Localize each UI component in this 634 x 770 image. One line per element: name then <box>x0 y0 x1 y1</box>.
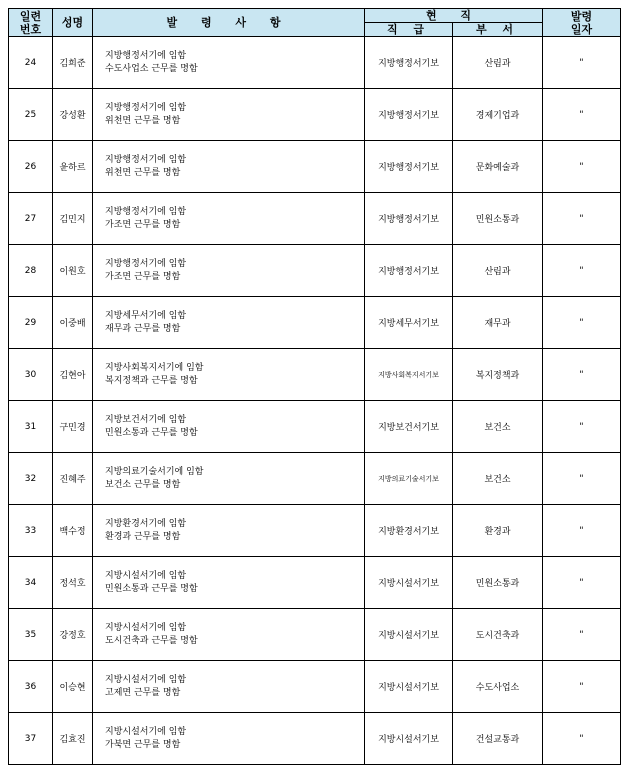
header-serial-top: 일련 <box>19 9 42 23</box>
appointment-table <box>8 8 621 765</box>
cell-dept: 산림과 <box>453 245 543 297</box>
cell-dept: 민원소통과 <box>453 557 543 609</box>
cell-name: 김희준 <box>53 37 93 89</box>
cell-rank: 지방의료기술서기보 <box>365 453 453 505</box>
cell-serial: 30 <box>9 349 53 401</box>
cell-name: 구민경 <box>53 401 93 453</box>
cell-date: " <box>543 505 621 557</box>
order-line-2: 민원소통과 근무를 명함 <box>105 427 198 438</box>
table-row <box>9 609 621 661</box>
cell-dept: 수도사업소 <box>453 661 543 713</box>
cell-serial: 37 <box>9 713 53 765</box>
order-line-1: 지방행정서기에 임함 <box>105 102 187 113</box>
cell-serial: 25 <box>9 89 53 141</box>
header-row-top <box>9 9 621 23</box>
cell-dept: 민원소통과 <box>453 193 543 245</box>
cell-serial: 29 <box>9 297 53 349</box>
order-line-1: 지방사회복지서기에 임함 <box>105 362 204 373</box>
cell-serial: 24 <box>9 37 53 89</box>
cell-date: " <box>543 661 621 713</box>
cell-order <box>93 297 365 349</box>
header-date-bottom: 일자 <box>570 22 593 36</box>
cell-date: " <box>543 37 621 89</box>
table-body <box>9 37 621 765</box>
cell-name: 윤하르 <box>53 141 93 193</box>
cell-serial: 27 <box>9 193 53 245</box>
cell-date: " <box>543 453 621 505</box>
cell-rank: 지방행정서기보 <box>365 245 453 297</box>
cell-rank: 지방행정서기보 <box>365 37 453 89</box>
cell-name: 이중배 <box>53 297 93 349</box>
cell-rank: 지방환경서기보 <box>365 505 453 557</box>
cell-date: " <box>543 193 621 245</box>
cell-rank: 지방행정서기보 <box>365 193 453 245</box>
order-line-2: 민원소통과 근무를 명함 <box>105 583 198 594</box>
order-line-2: 재무과 근무를 명함 <box>105 323 181 334</box>
order-line-2: 수도사업소 근무를 명함 <box>105 63 198 74</box>
cell-dept: 보건소 <box>453 453 543 505</box>
table-row <box>9 505 621 557</box>
cell-order <box>93 37 365 89</box>
table-row <box>9 193 621 245</box>
cell-dept: 도시건축과 <box>453 609 543 661</box>
order-line-2: 보건소 근무를 명함 <box>105 479 181 490</box>
cell-serial: 32 <box>9 453 53 505</box>
cell-name: 김효진 <box>53 713 93 765</box>
header-current: 현 직 <box>365 9 543 23</box>
header-date-top: 발령 <box>570 9 593 23</box>
cell-rank: 지방시설서기보 <box>365 609 453 661</box>
cell-name: 김현아 <box>53 349 93 401</box>
header-rank: 직 급 <box>365 23 453 37</box>
cell-serial: 36 <box>9 661 53 713</box>
table-row <box>9 401 621 453</box>
cell-date: " <box>543 297 621 349</box>
table-row <box>9 661 621 713</box>
cell-order <box>93 713 365 765</box>
order-line-1: 지방행정서기에 임함 <box>105 154 187 165</box>
cell-name: 진혜주 <box>53 453 93 505</box>
order-line-1: 지방행정서기에 임함 <box>105 258 187 269</box>
cell-serial: 34 <box>9 557 53 609</box>
order-line-1: 지방시설서기에 임함 <box>105 622 187 633</box>
cell-order <box>93 245 365 297</box>
order-line-1: 지방행정서기에 임함 <box>105 206 187 217</box>
order-line-2: 가조면 근무를 명함 <box>105 219 181 230</box>
cell-date: " <box>543 245 621 297</box>
header-serial-bottom: 번호 <box>19 22 42 36</box>
cell-order <box>93 193 365 245</box>
cell-rank: 지방보건서기보 <box>365 401 453 453</box>
appointment-table-wrapper <box>8 8 621 765</box>
cell-dept: 경제기업과 <box>453 89 543 141</box>
cell-date: " <box>543 89 621 141</box>
order-line-2: 가조면 근무를 명함 <box>105 271 181 282</box>
cell-date: " <box>543 401 621 453</box>
table-row <box>9 453 621 505</box>
cell-rank: 지방시설서기보 <box>365 661 453 713</box>
cell-dept: 산림과 <box>453 37 543 89</box>
cell-date: " <box>543 713 621 765</box>
cell-rank: 지방세무서기보 <box>365 297 453 349</box>
header-serial <box>9 9 53 37</box>
cell-dept: 환경과 <box>453 505 543 557</box>
cell-name: 이원호 <box>53 245 93 297</box>
cell-dept: 복지정책과 <box>453 349 543 401</box>
cell-order <box>93 557 365 609</box>
table-row <box>9 37 621 89</box>
cell-name: 정석호 <box>53 557 93 609</box>
cell-name: 김민지 <box>53 193 93 245</box>
order-line-2: 복지정책과 근무를 명함 <box>105 375 198 386</box>
order-line-1: 지방시설서기에 임함 <box>105 674 187 685</box>
cell-name: 이승현 <box>53 661 93 713</box>
cell-date: " <box>543 141 621 193</box>
cell-dept: 재무과 <box>453 297 543 349</box>
cell-serial: 35 <box>9 609 53 661</box>
cell-order <box>93 453 365 505</box>
table-row <box>9 245 621 297</box>
cell-serial: 33 <box>9 505 53 557</box>
order-line-1: 지방보건서기에 임함 <box>105 414 187 425</box>
cell-serial: 31 <box>9 401 53 453</box>
cell-rank: 지방행정서기보 <box>365 89 453 141</box>
cell-order <box>93 609 365 661</box>
order-line-1: 지방시설서기에 임함 <box>105 570 187 581</box>
cell-order <box>93 505 365 557</box>
table-row <box>9 349 621 401</box>
cell-order <box>93 141 365 193</box>
cell-dept: 보건소 <box>453 401 543 453</box>
cell-order <box>93 89 365 141</box>
cell-serial: 28 <box>9 245 53 297</box>
order-line-2: 도시건축과 근무를 명함 <box>105 635 198 646</box>
header-dept: 부 서 <box>453 23 543 37</box>
order-line-2: 고제면 근무를 명함 <box>105 687 181 698</box>
cell-dept: 건설교통과 <box>453 713 543 765</box>
cell-serial: 26 <box>9 141 53 193</box>
header-name: 성명 <box>53 9 93 37</box>
order-line-2: 가북면 근무를 명함 <box>105 739 181 750</box>
cell-date: " <box>543 609 621 661</box>
cell-name: 백수정 <box>53 505 93 557</box>
table-row <box>9 297 621 349</box>
cell-order <box>93 349 365 401</box>
cell-rank: 지방사회복지서기보 <box>365 349 453 401</box>
cell-order <box>93 661 365 713</box>
order-line-1: 지방행정서기에 임함 <box>105 50 187 61</box>
cell-rank: 지방행정서기보 <box>365 141 453 193</box>
table-row <box>9 89 621 141</box>
order-line-1: 지방환경서기에 임함 <box>105 518 187 529</box>
cell-order <box>93 401 365 453</box>
cell-name: 강성환 <box>53 89 93 141</box>
order-line-2: 위천면 근무를 명함 <box>105 115 181 126</box>
header-date <box>543 9 621 37</box>
cell-name: 강정호 <box>53 609 93 661</box>
order-line-1: 지방의료기술서기에 임함 <box>105 466 204 477</box>
cell-rank: 지방시설서기보 <box>365 713 453 765</box>
order-line-2: 환경과 근무를 명함 <box>105 531 181 542</box>
cell-date: " <box>543 349 621 401</box>
order-line-1: 지방세무서기에 임함 <box>105 310 187 321</box>
table-row <box>9 141 621 193</box>
table-row <box>9 713 621 765</box>
header-order: 발 령 사 항 <box>93 9 365 37</box>
order-line-1: 지방시설서기에 임함 <box>105 726 187 737</box>
cell-rank: 지방시설서기보 <box>365 557 453 609</box>
table-row <box>9 557 621 609</box>
order-line-2: 위천면 근무를 명함 <box>105 167 181 178</box>
cell-date: " <box>543 557 621 609</box>
cell-dept: 문화예술과 <box>453 141 543 193</box>
